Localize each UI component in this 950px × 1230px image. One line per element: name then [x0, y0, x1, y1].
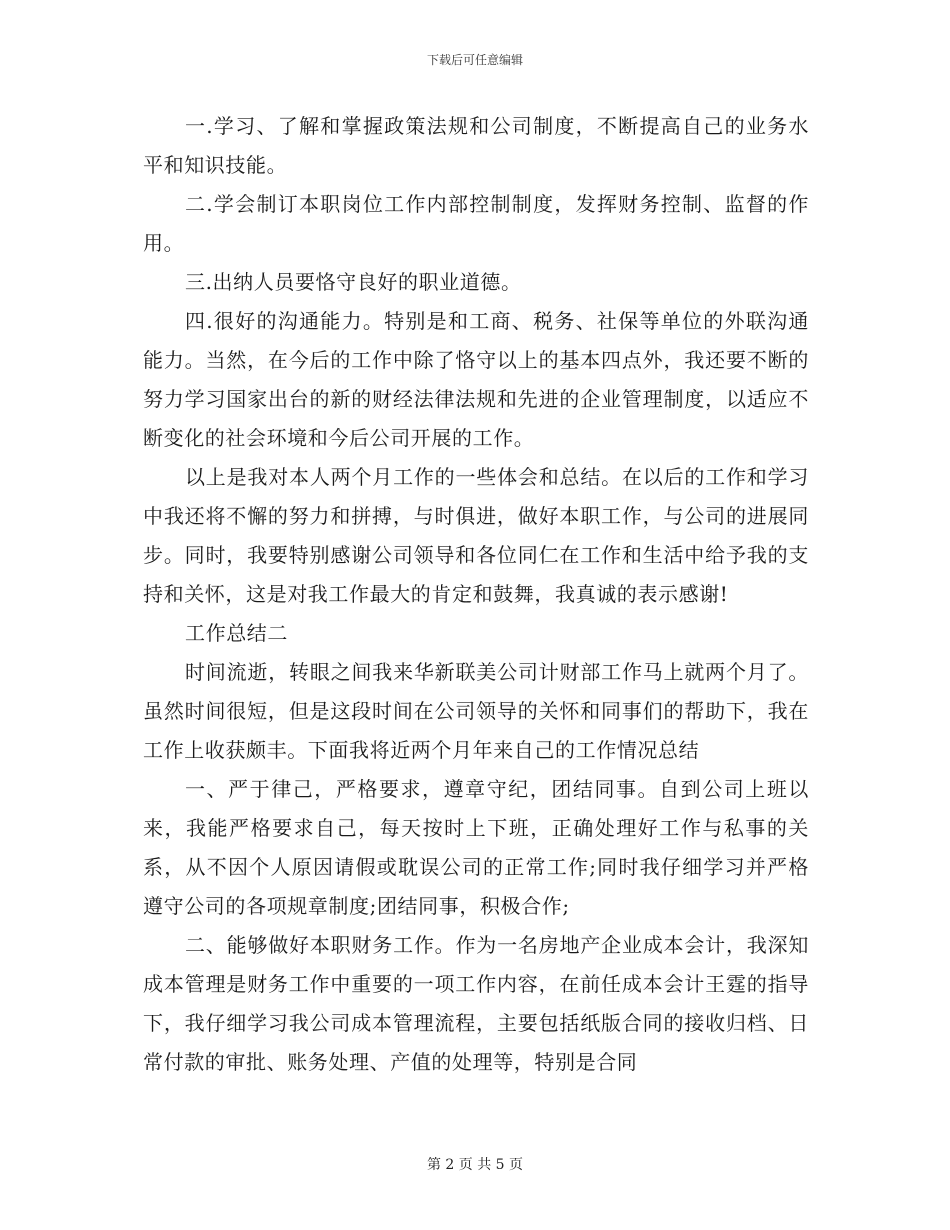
document-body: [143, 107, 809, 1082]
page-number: 第 2 页 共 5 页: [426, 1157, 524, 1173]
paragraph-point-2: 二、能够做好本职财务工作。作为一名房地产企业成本会计，我深知成本管理是财务工作中重要的一项工作内容，在前任成本会计王霆的指导下，我仔细学习我公司成本管理流程，主要包括纸版合同的接收归档、日常付款的审批、账务处理、产值的处理等，特别是合同: [143, 933, 809, 1074]
page-header: 下载后可任意编辑: [426, 53, 523, 67]
paragraph-item-3: 三.出纳人员要恪守良好的职业道德。: [185, 270, 522, 294]
paragraph-point-1: 一、严于律己，严格要求，遵章守纪，团结同事。自到公司上班以来，我能严格要求自己，每天按时上下班，正确处理好工作与私事的关系，从不因个人原因请假或耽误公司的正常工作;同时我仔细学习并严格遵守公司的各项规章制度;团结同事，积极合作;: [143, 777, 809, 918]
paragraph-intro: 时间流逝，转眼之间我来华新联美公司计财部工作马上就两个月了。虽然时间很短，但是这段时间在公司领导的关怀和同事们的帮助下，我在工作上收获颇丰。下面我将近两个月年来自己的工作情况总结: [143, 660, 809, 762]
paragraph-item-2: 二.学会制订本职岗位工作内部控制制度，发挥财务控制、监督的作用。: [143, 192, 809, 255]
paragraph-item-4: 四.很好的沟通能力。特别是和工商、税务、社保等单位的外联沟通能力。当然，在今后的工作中除了恪守以上的基本四点外，我还要不断的努力学习国家出台的新的财经法律法规和先进的企业管理制度，以适应不断变化的社会环境和今后公司开展的工作。: [143, 309, 809, 450]
paragraph-item-1: 一.学习、了解和掌握政策法规和公司制度，不断提高自己的业务水平和知识技能。: [143, 114, 809, 177]
paragraph-summary: 以上是我对本人两个月工作的一些体会和总结。在以后的工作和学习中我还将不懈的努力和拼搏，与时俱进，做好本职工作，与公司的进展同步。同时，我要特别感谢公司领导和各位同仁在工作和生活中给予我的支持和关怀，这是对我工作最大的肯定和鼓舞，我真诚的表示感谢!: [143, 465, 809, 606]
section-heading: 工作总结二: [185, 621, 288, 645]
